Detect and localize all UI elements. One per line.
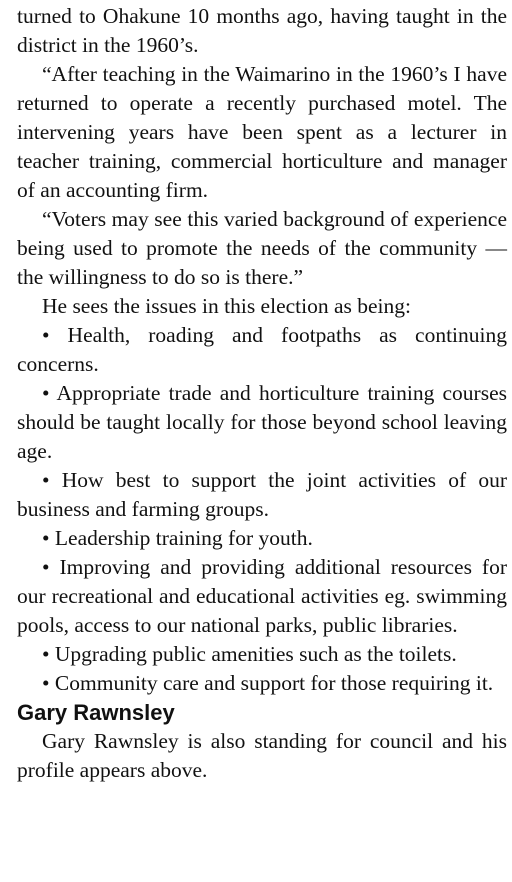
article-paragraph: He sees the issues in this election as being: <box>42 294 412 318</box>
article-paragraph: “Voters may see this varied background of experience being used to promote the needs of the community — the willingness to do so is there.” <box>17 207 507 289</box>
bullet-item: • Appropriate trade and horticulture training courses should be taught locally for those beyond school leaving age. <box>17 381 507 463</box>
article-paragraph: turned to Ohakune 10 months ago, having taught in the district in the 1960’s. <box>17 4 507 57</box>
bullet-item: • Improving and providing additional resources for our recreational and educational activities eg. swimming pools, access to our national parks, public libraries. <box>17 555 507 637</box>
bullet-item: • Health, roading and footpaths as continuing concerns. <box>17 323 507 376</box>
article-paragraph: Gary Rawnsley is also standing for council and his profile appears above. <box>17 729 507 782</box>
bullet-item: • Community care and support for those requiring it. <box>42 671 494 695</box>
article-paragraph: “After teaching in the Waimarino in the 1960’s I have returned to operate a recently purchased motel. The intervening years have been spent as a lecturer in teacher training, commercial horticulture and manager of an accounting firm. <box>17 62 507 202</box>
bullet-item: • Leadership training for youth. <box>42 526 313 550</box>
section-heading: Gary Rawnsley <box>17 700 175 725</box>
bullet-item: • Upgrading public amenities such as the toilets. <box>42 642 457 666</box>
article-column <box>17 2 507 785</box>
bullet-item: • How best to support the joint activities of our business and farming groups. <box>17 468 507 521</box>
